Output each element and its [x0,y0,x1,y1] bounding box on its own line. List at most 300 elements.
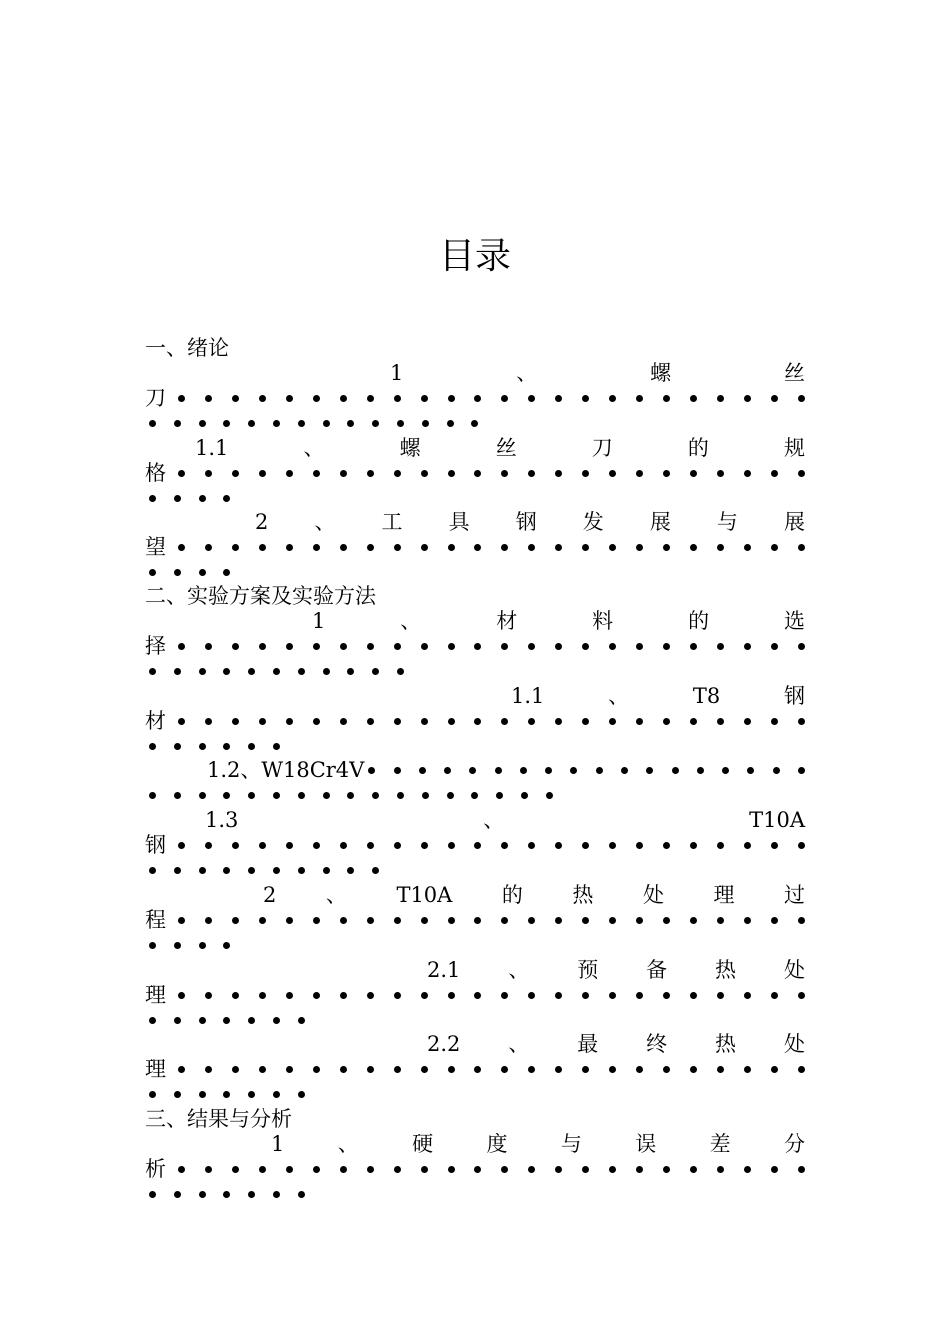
leader-dot [397,420,404,427]
leader-dot [421,470,428,477]
toc-text: 1.2、W18Cr4V [207,758,365,782]
leader-dot [178,544,185,551]
leader-dot [744,917,751,924]
leader-dot [149,420,156,427]
leader-dot [609,917,616,924]
leader-dot [528,544,535,551]
leader-dot [199,1017,206,1024]
leader-dot [286,643,293,650]
dot-leader [178,470,805,477]
toc-title: 目录 [438,236,511,277]
toc-text: 1 [390,361,404,385]
leader-dot [286,992,293,999]
leader-dot [501,718,508,725]
leader-dot [205,544,212,551]
toc-text: 材 [496,609,518,633]
toc-text: 展 [649,510,671,534]
leader-dot [232,470,239,477]
leader-dot [501,917,508,924]
leader-dot [149,942,156,949]
dot-leader [145,933,245,958]
dot-leader [145,1008,320,1033]
leader-dot [744,1166,751,1173]
leader-dot [199,867,206,874]
leader-dot [223,1191,230,1198]
toc-text: 螺 [399,436,421,460]
toc-text: 的 [501,883,523,907]
leader-dot [690,842,697,849]
toc-text: 钢 [515,510,537,534]
toc-text: 差 [709,1132,731,1156]
leader-dot [798,1066,805,1073]
leader-dot [421,917,428,924]
leader-dot [663,718,670,725]
leader-dot [273,420,280,427]
toc-text: 分 [784,1132,805,1156]
leader-dot [717,718,724,725]
leader-dot [178,992,185,999]
leader-dot [448,718,455,725]
leader-dot [744,470,751,477]
leader-dot [394,992,401,999]
toc-text: 、 [516,361,538,385]
leader-dot [444,767,451,774]
leader-dot [273,743,280,750]
leader-dot [340,395,347,402]
toc-entry[interactable] [145,510,805,585]
leader-dot [367,992,374,999]
leader-dot [174,792,181,799]
dot-leader [178,1166,805,1173]
leader-dot [367,1166,374,1173]
leader-dot [447,420,454,427]
leader-dot [340,718,347,725]
leader-dot [259,1066,266,1073]
toc-text: 1.1 [195,436,229,460]
leader-dot [771,1066,778,1073]
leader-dot [397,792,404,799]
leader-dot [178,917,185,924]
leader-dot [474,992,481,999]
leader-dot [798,643,805,650]
leader-dot [690,470,697,477]
leader-dot [582,544,589,551]
leader-dot [717,544,724,551]
leader-dot [636,544,643,551]
leader-dot [663,643,670,650]
leader-dot [286,842,293,849]
leader-dot [636,643,643,650]
leader-dot [394,718,401,725]
leader-dot [717,470,724,477]
toc-text: 1.1 [511,684,545,708]
leader-dot [672,767,679,774]
leader-dot [474,1066,481,1073]
leader-dot [178,1166,185,1173]
leader-dot [273,668,280,675]
leader-dot [199,942,206,949]
toc-text: 与 [716,510,738,534]
leader-dot [636,992,643,999]
leader-dot [798,1166,805,1173]
leader-dot [340,992,347,999]
leader-dot [199,495,206,502]
leader-dot [367,917,374,924]
leader-dot [394,1166,401,1173]
toc-entry[interactable] [145,958,805,1033]
leader-dot [555,643,562,650]
leader-dot [178,1066,185,1073]
leader-dot [555,1066,562,1073]
toc-text: 钢 [783,684,805,708]
leader-dot [205,1166,212,1173]
leader-dot [771,643,778,650]
leader-dot [474,1166,481,1173]
toc-text: 误 [635,1132,657,1156]
leader-dot [528,470,535,477]
leader-dot [368,767,375,774]
leader-dot [609,544,616,551]
leader-dot [555,544,562,551]
leader-dot [149,1191,156,1198]
leader-dot [347,668,354,675]
leader-dot [174,420,181,427]
leader-dot [205,395,212,402]
leader-dot [178,842,185,849]
leader-dot [259,718,266,725]
leader-dot [421,842,428,849]
leader-dot [636,842,643,849]
leader-dot [771,917,778,924]
toc-text: 的 [688,609,710,633]
leader-dot [372,867,379,874]
leader-dot [636,395,643,402]
leader-dot [555,718,562,725]
dot-leader [145,1182,320,1207]
dot-leader [178,395,805,402]
leader-dot [474,395,481,402]
leader-dot [609,643,616,650]
leader-dot [223,495,230,502]
leader-dot [582,1066,589,1073]
toc-text: 1 [271,1132,285,1156]
toc-text: 度 [486,1132,508,1156]
leader-dot [223,792,230,799]
leader-dot [448,842,455,849]
leader-dot [421,992,428,999]
leader-dot [223,867,230,874]
leader-dot [570,767,577,774]
leader-dot [448,643,455,650]
leader-dot [232,842,239,849]
toc-entry[interactable] [145,361,805,436]
leader-dot [421,718,428,725]
leader-dot [394,767,401,774]
toc-text: 热 [572,883,594,907]
leader-dot [273,1191,280,1198]
toc-entry[interactable] [145,1032,805,1107]
leader-dot [798,544,805,551]
leader-dot [744,544,751,551]
leader-dot [286,718,293,725]
leader-dot [448,992,455,999]
toc-entry[interactable] [145,758,805,808]
toc-text: 2 [255,510,269,534]
toc-text: 、 [303,436,325,460]
leader-dot [528,1066,535,1073]
leader-dot [149,668,156,675]
leader-dot [555,1166,562,1173]
leader-dot [286,917,293,924]
leader-dot [422,420,429,427]
leader-dot [717,1166,724,1173]
toc-entry[interactable] [145,684,805,759]
leader-dot [323,792,330,799]
leader-dot [501,395,508,402]
leader-dot [223,1091,230,1098]
leader-dot [609,842,616,849]
leader-dot [609,992,616,999]
toc-text: 刀 [591,436,613,460]
leader-dot [174,1091,181,1098]
leader-dot [744,992,751,999]
leader-dot [421,395,428,402]
leader-dot [199,743,206,750]
leader-dot [798,992,805,999]
leader-dot [199,420,206,427]
leader-dot [474,643,481,650]
toc-text: 1.3 [205,808,239,832]
toc-entry[interactable] [145,436,805,511]
leader-dot [248,743,255,750]
leader-dot [313,992,320,999]
leader-dot [248,792,255,799]
toc-text: 丝 [495,436,517,460]
leader-dot [501,1166,508,1173]
leader-dot [501,470,508,477]
dot-leader [145,734,295,759]
leader-dot [367,1066,374,1073]
toc-text: 理 [145,1057,166,1081]
leader-dot [340,1066,347,1073]
dot-leader [368,767,805,774]
leader-dot [178,718,185,725]
leader-dot [223,569,230,576]
leader-dot [174,743,181,750]
toc-entry[interactable] [145,609,805,684]
leader-dot [722,767,729,774]
leader-dot [248,867,255,874]
toc-text: 2 [263,883,277,907]
toc-text: 过 [784,883,805,907]
toc-text: 规 [783,436,805,460]
leader-dot [394,395,401,402]
leader-dot [771,992,778,999]
toc-text: 硬 [412,1132,434,1156]
toc-text: 1 [312,609,326,633]
leader-dot [717,992,724,999]
leader-dot [372,420,379,427]
leader-dot [367,544,374,551]
leader-dot [717,1066,724,1073]
toc-text: 预 [577,958,599,982]
toc-text: 料 [592,609,614,633]
leader-dot [419,767,426,774]
dot-leader [178,643,805,650]
leader-dot [372,668,379,675]
leader-dot [232,1166,239,1173]
leader-dot [372,792,379,799]
toc-entry[interactable] [145,883,805,958]
leader-dot [744,643,751,650]
leader-dot [313,544,320,551]
leader-dot [663,1066,670,1073]
leader-dot [546,792,553,799]
leader-dot [178,395,185,402]
leader-dot [582,470,589,477]
leader-dot [298,1191,305,1198]
leader-dot [501,1066,508,1073]
leader-dot [596,767,603,774]
leader-dot [178,643,185,650]
leader-dot [367,842,374,849]
leader-dot [149,1091,156,1098]
leader-dot [555,470,562,477]
dot-leader [178,718,805,725]
section-heading-results: 三、结果与分析 [145,1107,292,1131]
leader-dot [717,643,724,650]
leader-dot [771,842,778,849]
leader-dot [555,842,562,849]
toc-text: 处 [783,958,805,982]
toc-text: 丝 [784,361,805,385]
leader-dot [771,1166,778,1173]
leader-dot [474,544,481,551]
leader-dot [232,718,239,725]
leader-dot [663,992,670,999]
leader-dot [340,917,347,924]
dot-leader [178,917,805,924]
leader-dot [474,917,481,924]
leader-dot [347,867,354,874]
leader-dot [555,992,562,999]
leader-dot [232,1066,239,1073]
leader-dot [636,470,643,477]
leader-dot [149,867,156,874]
leader-dot [448,395,455,402]
leader-dot [636,1166,643,1173]
leader-dot [394,1066,401,1073]
leader-dot [582,842,589,849]
leader-dot [223,743,230,750]
leader-dot [501,842,508,849]
toc-text: 2.2 [427,1032,461,1056]
leader-dot [286,395,293,402]
toc-text: 程 [145,908,166,932]
leader-dot [248,1017,255,1024]
leader-dot [174,867,181,874]
leader-dot [744,718,751,725]
leader-dot [744,842,751,849]
toc-text: 刀 [145,386,166,410]
toc-text: 终 [646,1032,668,1056]
leader-dot [199,1191,206,1198]
leader-dot [205,1066,212,1073]
toc-text: T10A [396,883,453,907]
leader-dot [248,668,255,675]
leader-dot [199,569,206,576]
leader-dot [771,718,778,725]
dot-leader [145,659,419,684]
leader-dot [394,842,401,849]
leader-dot [690,643,697,650]
toc-text: T10A [749,808,805,832]
leader-dot [798,917,805,924]
leader-dot [394,470,401,477]
toc-text: 望 [145,535,166,559]
leader-dot [663,395,670,402]
toc-text: 备 [646,958,668,982]
leader-dot [421,544,428,551]
toc-text: 、 [325,883,347,907]
leader-dot [528,395,535,402]
leader-dot [474,718,481,725]
leader-dot [313,917,320,924]
toc-text: 材 [145,709,166,733]
leader-dot [232,917,239,924]
leader-dot [259,544,266,551]
leader-dot [178,470,185,477]
leader-dot [448,1166,455,1173]
toc-text: 2.1 [427,958,461,982]
leader-dot [609,1066,616,1073]
leader-dot [528,643,535,650]
toc-entry[interactable] [145,1132,805,1207]
leader-dot [313,1166,320,1173]
toc-text: 、 [337,1132,359,1156]
toc-text: 热 [715,958,737,982]
leader-dot [313,718,320,725]
leader-dot [448,470,455,477]
leader-dot [582,1166,589,1173]
section-heading-methods: 二、实验方案及实验方法 [145,584,376,608]
leader-dot [259,917,266,924]
toc-entry[interactable] [145,808,805,883]
leader-dot [773,767,780,774]
leader-dot [798,395,805,402]
leader-dot [298,420,305,427]
leader-dot [174,569,181,576]
leader-dot [528,1166,535,1173]
leader-dot [663,1166,670,1173]
leader-dot [636,1066,643,1073]
leader-dot [397,668,404,675]
leader-dot [663,842,670,849]
leader-dot [582,395,589,402]
leader-dot [286,470,293,477]
leader-dot [205,992,212,999]
leader-dot [340,842,347,849]
leader-dot [421,643,428,650]
leader-dot [205,842,212,849]
leader-dot [690,1166,697,1173]
leader-dot [323,867,330,874]
leader-dot [771,544,778,551]
leader-dot [347,792,354,799]
leader-dot [663,470,670,477]
toc-text: 热 [715,1032,737,1056]
dot-leader [178,992,805,999]
